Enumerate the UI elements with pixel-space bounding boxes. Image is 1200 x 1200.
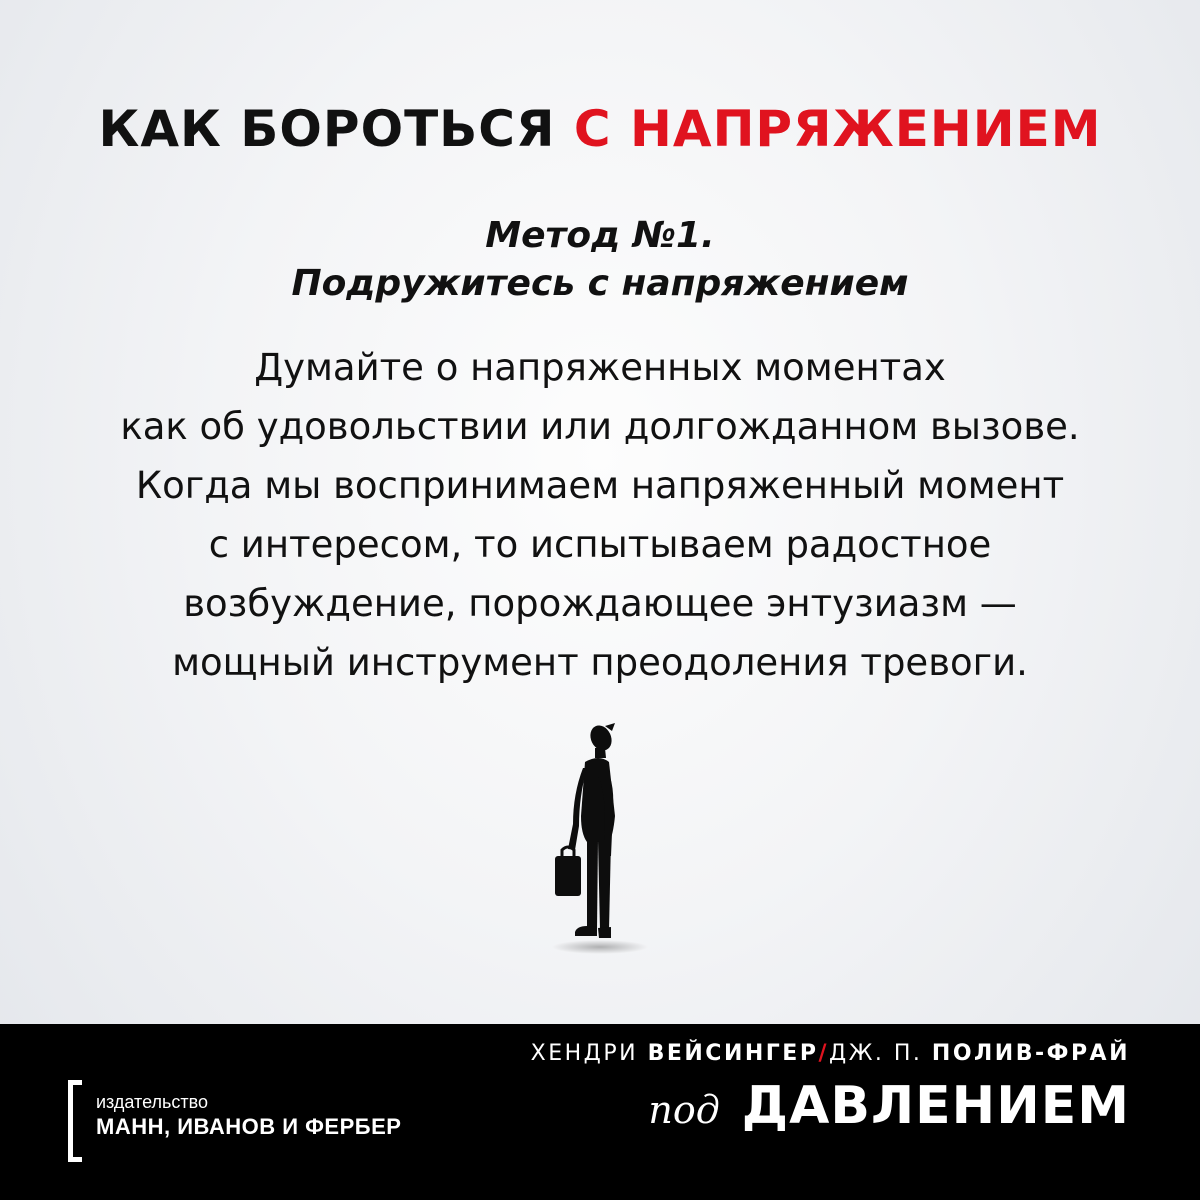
bracket-icon [68,1080,82,1162]
book-title-prefix: под [648,1088,720,1132]
title-part-2-accent: С НАПРЯЖЕНИЕМ [573,100,1102,158]
body-line: возбуждение, порождающее энтузиазм — [183,582,1017,625]
method-heading [0,212,1200,308]
body-line: мощный инструмент преодоления тревоги. [172,641,1028,684]
body-line: Когда мы воспринимаем напряженный момент [135,464,1065,507]
author-1-first: ХЕНДРИ [530,1041,639,1066]
page-title [0,100,1200,158]
book-title [648,1076,1130,1136]
method-number: Метод №1. [485,215,715,256]
book-authors [531,1041,1130,1066]
publisher-label: издательство [96,1092,208,1112]
publisher-name: МАНН, ИВАНОВ И ФЕРБЕР [96,1114,402,1139]
author-1-last: ВЕЙСИНГЕР [647,1041,819,1066]
method-name: Подружитесь с напряжением [291,263,909,304]
body-line: как об удовольствии или долгожданном вызове. [120,405,1080,448]
author-2-first: ДЖ. П. [829,1041,923,1066]
author-separator: / [818,1041,829,1066]
author-2-last: ПОЛИВ-ФРАЙ [931,1041,1130,1066]
body-line: Думайте о напряженных моментах [254,346,946,389]
book-title-main: ДАВЛЕНИЕМ [741,1076,1130,1136]
body-line: с интересом, то испытываем радостное [208,523,992,566]
body-paragraph [0,338,1200,692]
publisher-logo [68,1058,428,1148]
footer-bar [0,1024,1200,1200]
title-part-1: КАК БОРОТЬСЯ [98,100,556,158]
businessman-silhouette-icon [545,718,655,958]
